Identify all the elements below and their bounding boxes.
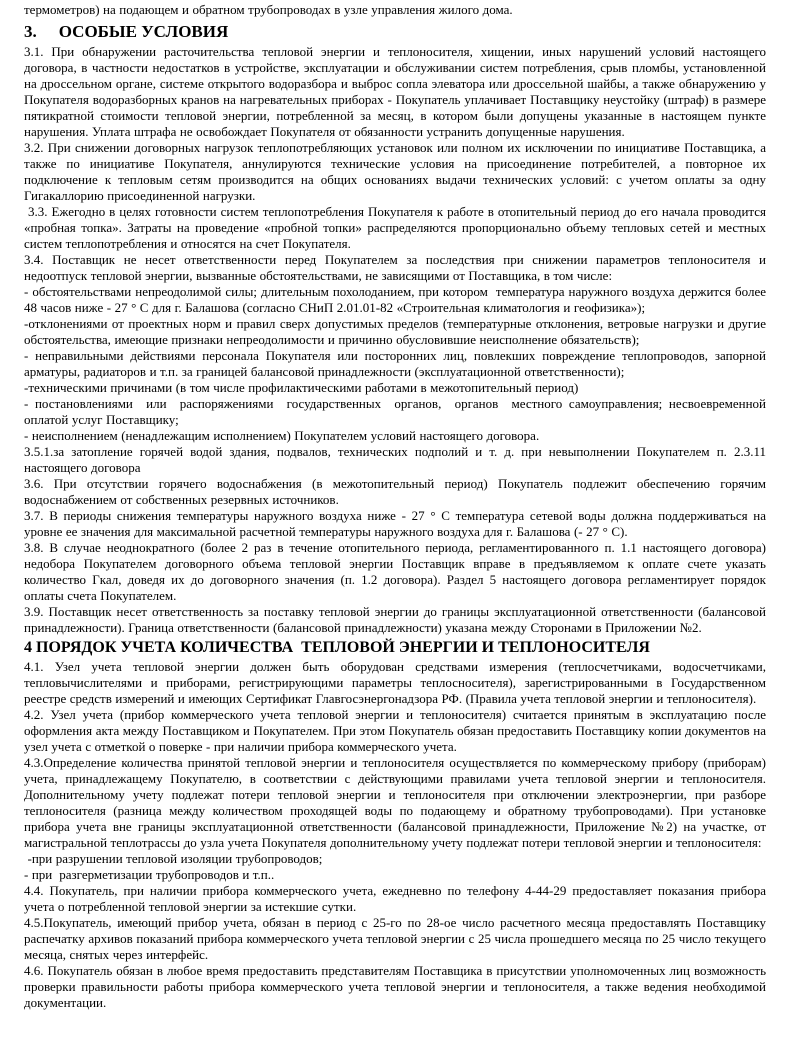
paragraph-3-1: 3.1. При обнаружении расточительства тепловой энергии и теплоносителя, хищении, иных нарушений условий настоящего договора, в частности недостатков в устройстве, эксплуатации и обслуживании систем потребления, срыв пломбы, установленной на дроссельном органе, системе открытого водоразбора и выброс сопла элеватора или дроссельной шайбы, а также обнаружению у Покупателя водоразборных кранов на нагревательных приборах - Покупатель уплачивает Поставщику неустойку (штраф) в размере пятикратной стоимости тепловой энергии, потребленной за месяц, в котором были допущены указанные в настоящем пункте нарушения. Уплата штрафа не освобождает Покупателя от обязанности устранить допущенные нарушения. — [24, 44, 770, 139]
paragraph-4-2: 4.2. Узел учета (прибор коммерческого учета тепловой энергии и теплоносителя) считается принятым в эксплуатацию после оформления акта между Поставщиком и Покупателем. При этом Покупатель обязан предоставить Поставщику копии документов на узел учета с отметкой о поверке - при наличии прибора коммерческого учета. — [24, 707, 770, 754]
paragraph-3-8: 3.8. В случае неоднократного (более 2 раз в течение отопительного периода, регламентированного п. 1.1 настоящего договора) недобора Покупателем договорного объема тепловой энергии Поставщик вправе в предъявляемом к оплате счете указать количество Гкал, доведя их до договорного значения (п. 1.2 договора). Раздел 5 настоящего договора регламентирует порядок оплаты счета Покупателем. — [24, 540, 770, 603]
paragraph-4-5: 4.5.Покупатель, имеющий прибор учета, обязан в период с 25-го по 28-ое число расчетного месяца предоставлять Поставщику распечатку архивов показаний прибора коммерческого учета тепловой энергии с 25 числа прошедшего месяца по 25 число текущего месяца, снятых через интерфейс. — [24, 915, 770, 962]
paragraph-3-4-item-nonperformance: - неисполнением (ненадлежащим исполнением) Покупателем условий настоящего договора. — [24, 428, 540, 443]
paragraph-3-4-item-government: - постановлениями или распоряжениями государственных органов, органов местного самоуправления; несвоевременной оплатой услуг Поставщику; — [24, 396, 770, 427]
section-4-heading: 4 ПОРЯДОК УЧЕТА КОЛИЧЕСТВА ТЕПЛОВОЙ ЭНЕРГИИ И ТЕПЛОНОСИТЕЛЯ — [24, 639, 650, 656]
paragraph-3-4-item-force-majeure: - обстоятельствами непреодолимой силы; длительным похолоданием, при котором температура наружного воздуха держится более 48 часов ниже - 27 ° С для г. Балашова (согласно СНиП 2.01.01-82 «Строительная климатология и геофизика»); — [24, 284, 770, 315]
section-3-title: ОСОБЫЕ УСЛОВИЯ — [58, 22, 229, 41]
paragraph-3-2: 3.2. При снижении договорных нагрузок теплопотребляющих установок или полном их исключении по инициативе Поставщика, а также по инициативе Покупателя, аннулируются технические условия на присоединение потребителей, а повторное их подключение к тепловым сетям производится на общих основаниях выдачи технических условий: с учетом оплаты за одну Гигакаллорию присоединенной нагрузки. — [24, 140, 770, 203]
paragraph-4-1: 4.1. Узел учета тепловой энергии должен быть оборудован средствами измерения (теплосчетчиками, водосчетчиками, тепловычислителями и приборами, регистрирующими параметры теплосносителя), зарегистрированными в Государственном реестре средств измерений и имеющих Сертификат Главгосэнергонадзора РФ. (Правила учета тепловой энергии и теплоносителя). — [24, 659, 770, 706]
paragraph-3-3: 3.3. Ежегодно в целях готовности систем теплопотребления Покупателя к работе в отопительный период до его начала проводится «пробная топка». Затраты на проведение «пробной топки» распределяются пропорционально объему тепловых сетей и местных систем теплопотребления и относятся на счет Покупателя. — [24, 204, 770, 251]
paragraph-3-7: 3.7. В периоды снижения температуры наружного воздуха ниже - 27 ° С температура сетевой воды должна поддерживаться на уровне ее значения для максимальной расчетной температуры наружного воздуха для г. Балашова (- 27 ° С). — [24, 508, 770, 539]
paragraph-3-4: 3.4. Поставщик не несет ответственности перед Покупателем за последствия при снижении параметров теплоносителя и недоотпуск тепловой энергии, вызванные обстоятельствами, не зависящими от Поставщика, в том числе: — [24, 252, 770, 283]
paragraph-4-3-item-insulation: -при разрушении тепловой изоляции трубопроводов; — [24, 851, 323, 866]
paragraph-3-6: 3.6. При отсутствии горячего водоснабжения (в межотопительный период) Покупатель подлежит обеспечению горячим водоснабжением от собственных резервных источников. — [24, 476, 770, 507]
intro-paragraph: термометров) на подающем и обратном трубопроводах в узле управления жилого дома. — [24, 2, 513, 17]
paragraph-4-3: 4.3.Определение количества принятой тепловой энергии и теплоносителя осуществляется по коммерческому прибору (приборам) учета, принадлежащему Покупателю, в соответствии с действующими правилами учета тепловой энергии и теплоносителя. Дополнительному учету подлежат потери тепловой энергии и теплоносителя при отключении электроэнергии, при разборе теплоносителя (разница между количеством проходящей воды по подающему и обратному трубопроводами). При установке прибора учета вне границы эксплуатационной ответственности (балансовой принадлежности, Приложение №2) на участке, от магистральной теплотрассы до узла учета Покупателя дополнительному учету подлежат потери тепловой энергии и теплоносителя: — [24, 755, 774, 850]
paragraph-3-9: 3.9. Поставщик несет ответственность за поставку тепловой энергии до границы эксплуатационной ответственности (балансовой принадлежности). Граница ответственности (балансовой принадлежности) указана между Сторонами в Приложении №2. — [24, 604, 770, 635]
section-3-number: 3. — [24, 22, 37, 41]
paragraph-3-4-item-technical: -техническими причинами (в том числе профилактическими работами в межотопительный период) — [24, 380, 579, 395]
paragraph-3-4-item-personnel: - неправильными действиями персонала Покупателя или посторонних лиц, повлекших повреждение теплопроводов, запорной арматуры, радиаторов и т.п. за границей балансовой принадлежности (эксплуатационной ответственности); — [24, 348, 770, 379]
paragraph-4-4: 4.4. Покупатель, при наличии прибора коммерческого учета, ежедневно по телефону 4-44-29 предоставляет показания прибора учета о потребленной тепловой энергии за истекшие сутки. — [24, 883, 770, 914]
paragraph-4-3-item-depressurization: - при разгерметизации трубопроводов и т.п.. — [24, 867, 275, 882]
paragraph-4-6: 4.6. Покупатель обязан в любое время предоставить представителям Поставщика в присутствии уполномоченных лиц возможность проверки правильности работы прибора коммерческого учета тепловой энергии и теплоносителя, а также ведения необходимой документации. — [24, 963, 770, 1010]
paragraph-3-4-item-deviations: -отклонениями от проектных норм и правил сверх допустимых пределов (температурные отклонения, ветровые нагрузки и другие обстоятельства, имеющие признаки непреодолимости и причинно обусловившие неисполнение обязательств); — [24, 316, 770, 347]
paragraph-3-5-1: 3.5.1.за затопление горячей водой здания, подвалов, технических подполий и т. д. при невыполнении Покупателем п. 2.3.11 настоящего договора — [24, 444, 770, 475]
section-3-heading — [24, 21, 766, 42]
